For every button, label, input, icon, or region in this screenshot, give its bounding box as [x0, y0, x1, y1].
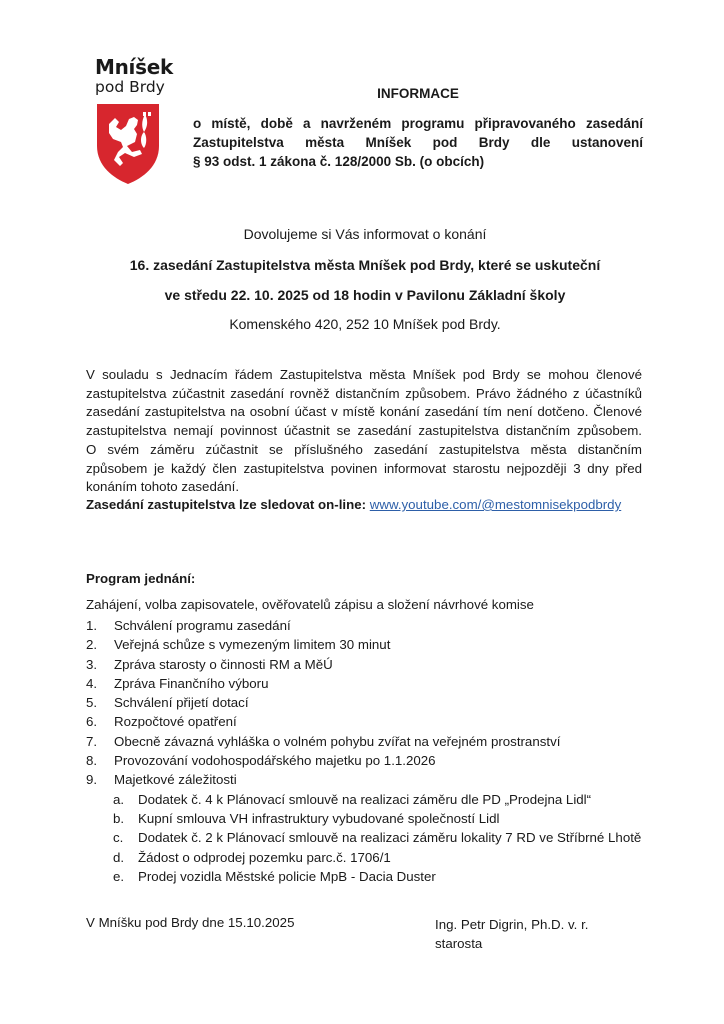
- place-and-date: V Mníšku pod Brdy dne 15.10.2025: [86, 915, 295, 930]
- event-address: Komenského 420, 252 10 Mníšek pod Brdy.: [229, 316, 501, 332]
- signature-block: [435, 915, 588, 953]
- item-text: Obecně závazná vyhláška o volném pohybu zvířat na veřejném prostranství: [114, 733, 561, 749]
- item-number: 2.: [86, 637, 98, 653]
- paragraph-line: V souladu s Jednacím řádem Zastupitelstva města Mníšek pod Brdy se mohou členové: [86, 367, 642, 382]
- subitem-text: Dodatek č. 2 k Plánovací smlouvě na realizaci záměru lokality 7 RD ve Stříbrné Lhotě: [138, 830, 642, 846]
- town-logo: [95, 56, 175, 186]
- program-intro: Zahájení, volba zapisovatele, ověřovatelů zápisu a složení návrhové komise: [86, 597, 534, 612]
- item-number: 4.: [86, 675, 98, 691]
- agenda-subitem: [86, 867, 666, 886]
- remote-participation-paragraph: [86, 366, 642, 497]
- agenda-item: [86, 635, 666, 654]
- event-title: 16. zasedání Zastupitelstva města Mníšek pod Brdy, které se uskuteční: [129, 257, 601, 273]
- event-datetime-venue: ve středu 22. 10. 2025 od 18 hodin v Pavilonu Základní školy: [164, 287, 566, 303]
- town-name-line1: Mníšek: [95, 55, 173, 79]
- program-heading: Program jednání:: [86, 571, 196, 586]
- subitem-letter: e.: [113, 868, 125, 884]
- agenda-item: [86, 674, 666, 693]
- agenda-item: [86, 616, 666, 635]
- item-text: Veřejná schůze s vymezeným limitem 30 minut: [114, 637, 391, 653]
- item-number: 7.: [86, 733, 98, 749]
- subitem-text: Žádost o odprodej pozemku parc.č. 1706/1: [138, 849, 391, 865]
- item-number: 6.: [86, 714, 98, 730]
- item-text: Schválení programu zasedání: [114, 618, 291, 633]
- subitem-letter: c.: [113, 830, 124, 846]
- agenda-subitem: [86, 790, 666, 809]
- subitem-text: Kupní smlouva VH infrastruktury vybudované společností Lidl: [138, 810, 500, 826]
- agenda-subitem: [86, 828, 666, 847]
- subtitle-line: § 93 odst. 1 zákona č. 128/2000 Sb. (o obcích): [193, 154, 485, 169]
- agenda-item: [86, 751, 666, 770]
- online-stream-line: [86, 497, 621, 512]
- item-text: Zpráva starosty o činnosti RM a MěÚ: [114, 656, 333, 672]
- agenda-subitem: [86, 848, 666, 867]
- item-text: Schválení přijetí dotací: [114, 695, 249, 711]
- agenda-item: [86, 655, 666, 674]
- agenda-item: [86, 693, 666, 712]
- agenda-item: [86, 770, 666, 789]
- coat-of-arms-lion-icon: [95, 102, 161, 186]
- subitem-text: Dodatek č. 4 k Plánovací smlouvě na realizaci záměru dle PD „Prodejna Lidl“: [138, 791, 592, 807]
- subitem-text: Prodej vozidla Městské policie MpB - Dacia Duster: [138, 868, 436, 884]
- town-name-line2: pod Brdy: [95, 78, 165, 96]
- subtitle-line: Zastupitelstva města Mníšek pod Brdy dle ustanovení: [193, 135, 643, 150]
- paragraph-line: zasedání zastupitelstva na osobní účast v místě konání zasedání tím není dotčeno. Členové: [86, 404, 642, 420]
- item-text: Rozpočtové opatření: [114, 714, 237, 730]
- item-number: 8.: [86, 753, 98, 769]
- paragraph-line: způsobem je každý člen zastupitelstva povinen informovat starostu nejpozději 3 dny před: [86, 460, 642, 476]
- subitem-letter: d.: [113, 849, 125, 865]
- youtube-link[interactable]: www.youtube.com/@mestomnisekpodbrdy: [369, 497, 622, 512]
- signatory-role: starosta: [435, 936, 483, 951]
- item-text: Zpráva Finančního výboru: [114, 675, 269, 691]
- agenda-list: [86, 616, 666, 886]
- item-number: 3.: [86, 656, 98, 672]
- subitem-letter: a.: [113, 791, 125, 807]
- subitem-letter: b.: [113, 810, 125, 826]
- item-number: 9.: [86, 772, 98, 788]
- paragraph-line: O svém záměru zúčastnit se příslušného zasedání zastupitelstva města distančním: [86, 441, 642, 457]
- item-number: 1.: [86, 618, 98, 633]
- agenda-item: [86, 732, 666, 751]
- item-number: 5.: [86, 695, 98, 711]
- agenda-item: [86, 712, 666, 731]
- subtitle-line: o místě, době a navrženém programu připravovaného zasedání: [193, 116, 643, 131]
- document-title: INFORMACE: [377, 86, 459, 101]
- item-text: Provozování vodohospodářského majetku po 1.1.2026: [114, 753, 436, 769]
- paragraph-line: zastupitelstva zúčastnit zasedání rovněž distančním způsobem. Právo žádného z účastníků: [86, 385, 642, 401]
- agenda-subitem: [86, 809, 666, 828]
- invitation-intro: Dovolujeme si Vás informovat o konání: [243, 226, 487, 242]
- online-stream-label: Zasedání zastupitelstva lze sledovat on-line:: [86, 497, 367, 512]
- paragraph-line: konáním tohoto zasedání.: [86, 479, 240, 495]
- document-subtitle: [193, 114, 643, 171]
- item-text: Majetkové záležitosti: [114, 772, 237, 788]
- paragraph-line: zastupitelstva nemají povinnost účastnit se zasedání zastupitelstva distančním způsobem.: [86, 423, 642, 439]
- signatory-name: Ing. Petr Digrin, Ph.D. v. r.: [435, 917, 589, 932]
